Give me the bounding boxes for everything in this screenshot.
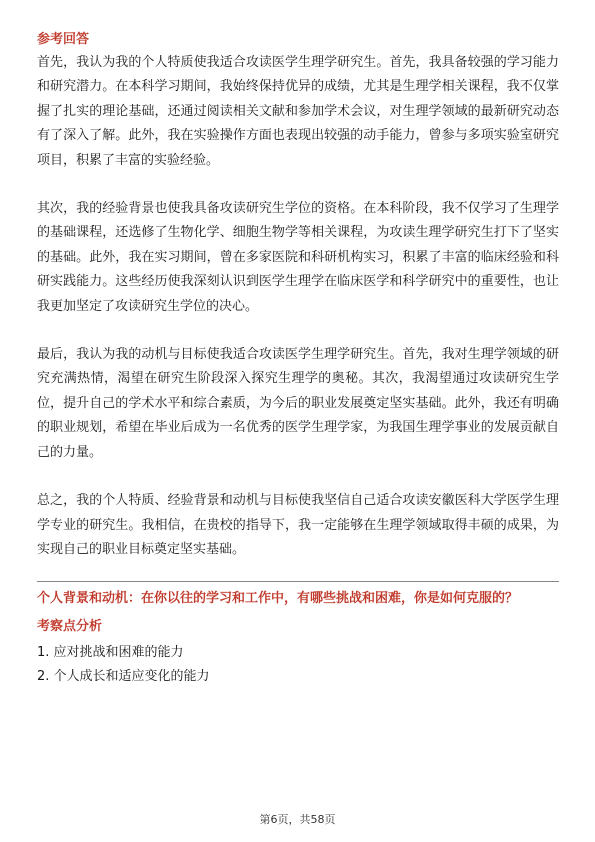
paragraph-spacer (37, 465, 559, 489)
analysis-heading: 考察点分析 (37, 619, 103, 635)
analysis-item-1: 1. 应对挑战和困难的能力 (37, 645, 184, 661)
page-footer: 第6页，共58页 (259, 813, 336, 826)
paragraph-spacer (37, 173, 559, 197)
interview-question: 个人背景和动机：在你以往的学习和工作中，有哪些挑战和困难，你是如何克服的？ (37, 591, 519, 607)
document-page (37, 30, 559, 689)
answer-paragraph-4: 总之，我的个人特质、经验背景和动机与目标使我坚信自己适合攻读安徽医科大学医学生理学专业的研究生。我相信，在贵校的指导下，我一定能够在生理学领域取得丰硕的成果，为实现自己的职业目标奠定坚实基础。 (37, 493, 559, 557)
answer-paragraph-3: 最后，我认为我的动机与目标使我适合攻读医学生理学研究生。首先，我对生理学领域的研究充满热情，渴望在研究生阶段深入探究生理学的奥秘。其次，我渴望通过攻读研究生学位，提升自己的学术水平和综合素质，为今后的职业发展奠定坚实基础。此外，我还有明确的职业规划，希望在毕业后成为一名优秀的医学生理学家，为我国生理学事业的发展贡献自己的力量。 (37, 347, 559, 460)
answer-paragraph-2: 其次，我的经验背景也使我具备攻读研究生学位的资格。在本科阶段，我不仅学习了生理学的基础课程，还选修了生物化学、细胞生物学等相关课程，为攻读生理学研究生打下了坚实的基础。此外，我在实习期间，曾在多家医院和科研机构实习，积累了丰富的临床经验和科研实践能力。这些经历使我深刻认识到医学生理学在临床医学和科学研究中的重要性，也让我更加坚定了攻读研究生学位的决心。 (37, 201, 559, 314)
section-divider (37, 581, 559, 582)
answer-heading: 参考回答 (37, 32, 90, 47)
analysis-item-2: 2. 个人成长和适应变化的能力 (37, 669, 210, 685)
paragraph-spacer (37, 319, 559, 343)
answer-paragraph-1: 首先，我认为我的个人特质使我适合攻读医学生理学研究生。首先，我具备较强的学习能力和研究潜力。在本科学习期间，我始终保持优异的成绩，尤其是生理学相关课程，我不仅掌握了扎实的理论基础，还通过阅读相关文献和参加学术会议，对生理学领域的最新研究动态有了深入了解。此外，我在实验操作方面也表现出较强的动手能力，曾参与多项实验室研究项目，积累了丰富的实验经验。 (37, 55, 559, 168)
